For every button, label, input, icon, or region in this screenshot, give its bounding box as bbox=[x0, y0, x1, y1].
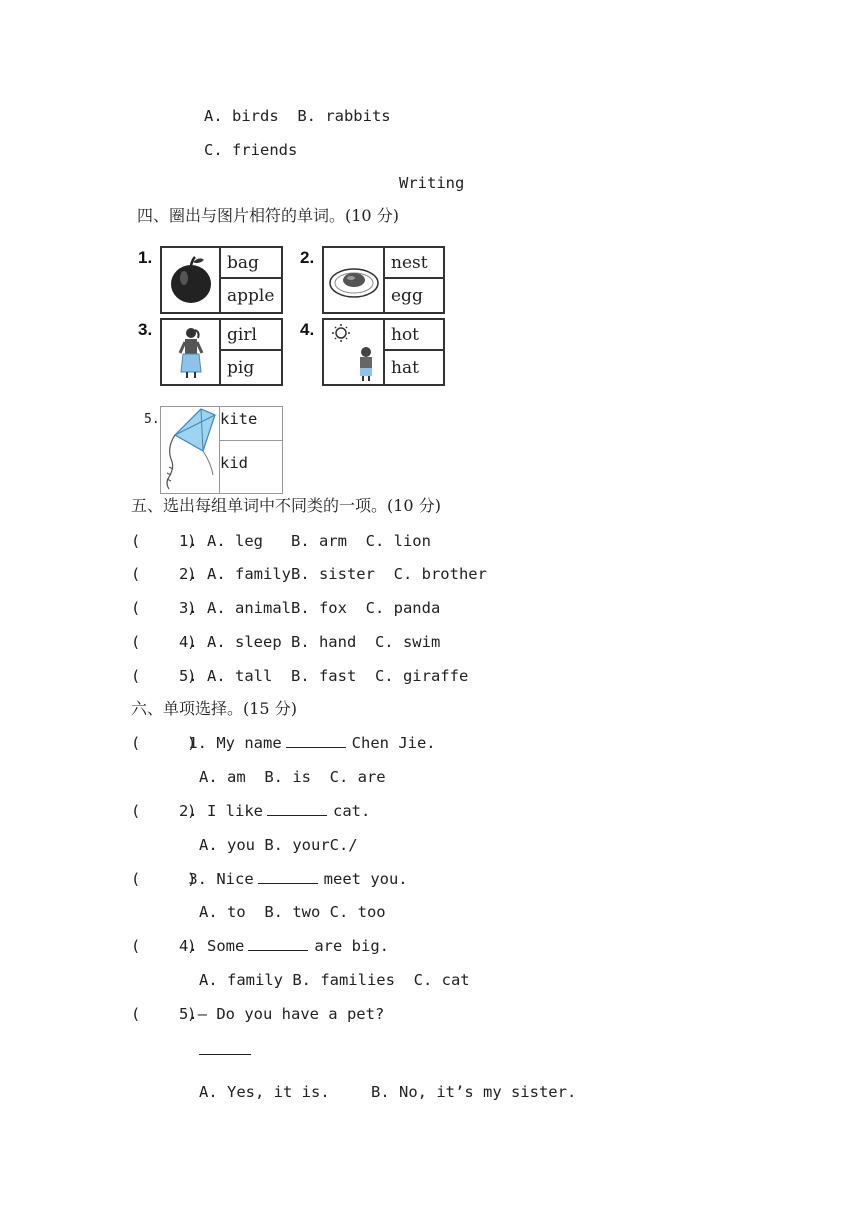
answer-blank[interactable] bbox=[258, 869, 318, 884]
question-line: 3. A. animalB. fox C. panda bbox=[179, 599, 441, 617]
item-number: 2. bbox=[300, 248, 315, 267]
answer-paren[interactable]: ( ) bbox=[131, 532, 197, 550]
picture-word-box-4 bbox=[322, 318, 445, 386]
options-line: A. you B. yourC./ bbox=[199, 836, 358, 854]
word-option[interactable]: hat bbox=[391, 358, 419, 378]
section-label-writing: Writing bbox=[399, 174, 465, 192]
word-option[interactable]: egg bbox=[391, 286, 423, 306]
option-b: B. No, it’s my sister. bbox=[371, 1083, 577, 1101]
word-option[interactable]: kite bbox=[220, 407, 282, 441]
picture-word-box-3 bbox=[160, 318, 283, 386]
question-line: 2. A. familyB. sister C. brother bbox=[179, 565, 487, 583]
answer-paren[interactable]: ( ) bbox=[131, 870, 197, 888]
section-5-heading: 五、选出每组单词中不同类的一项。(10 分) bbox=[131, 496, 441, 515]
word-option[interactable]: nest bbox=[385, 248, 443, 279]
picture-word-box-5 bbox=[160, 406, 283, 494]
question-line: 1. A. leg B. arm C. lion bbox=[179, 532, 431, 550]
question-text: 2. I like bbox=[179, 802, 263, 820]
picture-word-box-1 bbox=[160, 246, 283, 314]
answer-paren[interactable]: ( ) bbox=[131, 802, 197, 820]
question-text: Chen Jie. bbox=[351, 734, 436, 752]
question-line bbox=[179, 869, 408, 889]
question-text: are big. bbox=[314, 937, 389, 955]
answer-paren[interactable]: ( ) bbox=[131, 1005, 197, 1023]
girl-icon bbox=[162, 320, 219, 384]
question-line bbox=[179, 936, 389, 956]
item-number: 4. bbox=[300, 320, 315, 339]
answer-blank[interactable] bbox=[267, 801, 327, 816]
question-text: 3. Nice bbox=[179, 870, 254, 888]
question-line: 5. A. tall B. fast C. giraffe bbox=[179, 667, 469, 685]
word-option[interactable]: pig bbox=[227, 358, 255, 378]
question-line bbox=[179, 733, 436, 753]
answer-paren[interactable]: ( ) bbox=[131, 599, 197, 617]
word-option[interactable]: bag bbox=[221, 248, 281, 279]
word-option[interactable]: kid bbox=[220, 454, 248, 472]
word-option[interactable]: girl bbox=[221, 320, 281, 351]
apple-icon bbox=[162, 248, 219, 312]
question-text: 4. Some bbox=[179, 937, 245, 955]
section-4-heading: 四、圈出与图片相符的单词。(10 分) bbox=[137, 206, 399, 225]
question-line: 4. A. sleep B. hand C. swim bbox=[179, 633, 441, 651]
word-option[interactable]: apple bbox=[227, 286, 275, 306]
question-line: 5.— Do you have a pet? bbox=[179, 1005, 385, 1023]
word-option[interactable]: hot bbox=[385, 320, 443, 351]
answer-blank[interactable] bbox=[248, 936, 308, 951]
answer-paren[interactable]: ( ) bbox=[131, 633, 197, 651]
question-text: 1. My name bbox=[179, 734, 282, 752]
option-a: A. Yes, it is. bbox=[199, 1083, 330, 1101]
options-line: A. am B. is C. are bbox=[199, 768, 386, 786]
item-number: 3. bbox=[138, 320, 153, 339]
options-line: A. to B. two C. too bbox=[199, 903, 386, 921]
option-line: A. birds B. rabbits bbox=[204, 107, 391, 125]
kite-icon bbox=[161, 407, 219, 493]
sun-boy-icon bbox=[324, 320, 383, 384]
question-line bbox=[179, 801, 370, 821]
answer-paren[interactable]: ( ) bbox=[131, 565, 197, 583]
answer-paren[interactable]: ( ) bbox=[131, 937, 197, 955]
section-6-heading: 六、单项选择。(15 分) bbox=[131, 699, 297, 718]
option-line: C. friends bbox=[204, 141, 298, 159]
answer-paren[interactable]: ( ) bbox=[131, 667, 197, 685]
picture-word-box-2 bbox=[322, 246, 445, 314]
egg-on-plate-icon bbox=[324, 248, 383, 312]
item-number: 1. bbox=[138, 248, 153, 267]
answer-blank[interactable] bbox=[199, 1040, 251, 1055]
question-text: meet you. bbox=[323, 870, 408, 888]
answer-blank[interactable] bbox=[286, 733, 346, 748]
item-number: 5. bbox=[144, 412, 160, 427]
answer-paren[interactable]: ( ) bbox=[131, 734, 197, 752]
options-line: A. family B. families C. cat bbox=[199, 971, 470, 989]
answer-line[interactable] bbox=[199, 1040, 251, 1060]
question-text: cat. bbox=[333, 802, 371, 820]
